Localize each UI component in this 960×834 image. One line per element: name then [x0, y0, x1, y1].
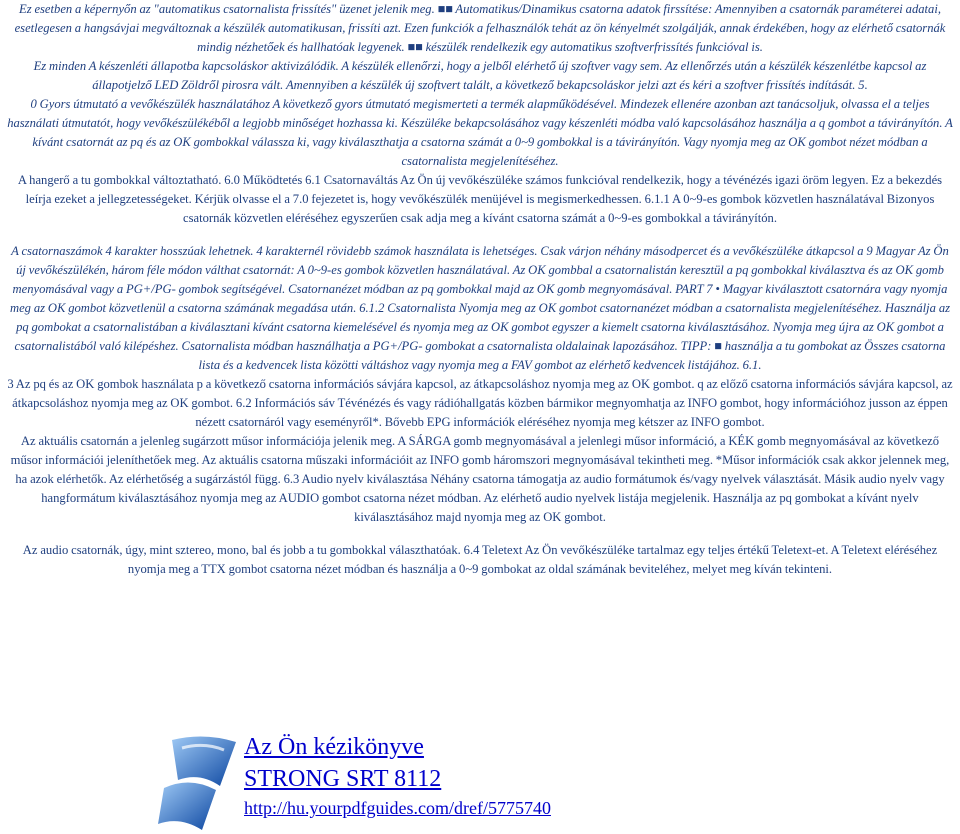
manual-logo-icon [154, 730, 244, 834]
paragraph: 3 Az pq és az OK gombok használata p a következő csatorna információs sávjára kapcsol, az átkapcsoláshoz nyomja meg az OK gombot. q az előző csatorna információs sávjára kapcsol, az átkapcsoláshoz nyomja meg az OK gombot. 6.2 Információs sáv Tévénézés és vagy rádióhallgatás közben bármikor megnyomhatja az INFO gombot, hogy információhoz jusson az éppen nézett csatornáról vagy eseményről*. Bővebb EPG információk eléréséhez nyomja meg kétszer az INFO gombot. [7, 377, 953, 429]
paragraph: A hangerő a tu gombokkal változtatható. 6.0 Működtetés 6.1 Csatornaváltás Az Ön új vevőkészüléke számos funkcióval rendelkezik, hogy a tévénézés igazi öröm legyen. Ez a bekezdés leírja ezeket a jellegzetességeket. Kérjük olvasse el a 7.0 fejezetet is, hogy vevőkészülék menüjével is megismerkedhessen. 6.1.1 A 0~9-es gombok közvetlen használatával Bizonyos csatornák közvetlen eléréséhez egyszerűen csak adja meg a kívánt csatorna számát a 0~9-es gombokkal a távirányítón. [17, 173, 943, 225]
product-name-link[interactable]: STRONG SRT 8112 [244, 766, 442, 792]
paragraph: Ez esetben a képernyőn az "automatikus csatornalista frissítés" üzenet jelenik meg. ■■ Automatikus/Dinamikus csatorna adatok firssítése: Amennyiben a csatornák paraméterei adatai, esetlegesen a hangsávjai megváltoznak a készülék automatikusan, frissíti azt. Ezen funkciók a felhasználók tehát az ön kényelmét szolgálják, annak érdekében, hogy az elérhető csatornák mindig nézhetőek és hallhatóak legyenek. ■■ készülék rendelkezik egy automatikus szoftverfrissítés funkcióval is. [14, 2, 946, 54]
manual-title-link[interactable]: Az Ön kézikönyve [244, 734, 424, 760]
paragraph: Az audio csatornák, úgy, mint sztereo, mono, bal és jobb a tu gombokkal választhatóak. 6.4 Teletext Az Ön vevőkészüléke tartalmaz egy teljes értékű Teletext-et. A Teletext eléréséhez nyomja meg a TTX gombot csatorna nézet módban és használja a 0~9 gombokat az oldal számának beviteléhez, melyet meg kíván tekinteni. [22, 543, 938, 576]
paragraph: A csatornaszámok 4 karakter hosszúak lehetnek. 4 karakternél rövidebb számok használata is lehetséges. Csak várjon néhány másodpercet és a vevőkészüléke átkapcsol a 9 Magyar Az Ön új vevőkészülékén, három féle módon válthat csatornát: A 0~9-es gombok közvetlen használatával. Az OK gombbal a csatornalistán keresztül a pq gombokkal kiválasztva és az OK gomb menyomásával vagy a PG+/PG- gombok segítségével. Csatornanézet módban az pq gombokkal majd az OK gomb megnyomásával. PART 7 • Magyar kiválasztott csatornára vagy nyomja meg az OK gombot közvetlenül a csatorna számának megadása után. 6.1.2 Csatornalista Nyomja meg az OK gombot csatornanézet módban a csatornalista megjelenítéséhez. Használja az pq gombokat a csatornalistában a kiválasztani kívánt csatorna kiemelésével és nyomja meg az OK gombot egyszer a kiemelt csatorna kiválasztásához. Nyomja meg újra az OK gombot a csatornalistából való kilépéshez. Csatornalista módban használhatja a PG+/PG- gombokat a csatornalista oldalainak lapozásához. TIPP: ■ használja a tu gombokat az Összes csatorna lista és a kedvencek lista közötti váltáshoz vagy nyomja meg a FAV gombot az elérhető kedvencek listájához. 6.1. [9, 244, 951, 372]
paragraph-gap [0, 228, 960, 242]
paragraph: Az aktuális csatornán a jelenleg sugárzott műsor információja jelenik meg. A SÁRGA gomb megnyomásával a jelenlegi műsor információ, a KÉK gomb megnyomásával az következő műsor információi jeleníthetőek meg. Az aktuális csatorna műszaki információit az INFO gomb háromszori megnyomásával tekintheti meg. *Műsor információk csak akkor jelennek meg, ha azok elérhetők. Az elérhetőség a sugárzástól függ. 6.3 Audio nyelv kiválasztása Néhány csatorna támogatja az audio formátumok és/vagy nyelvek választását. Másik audio nyelv vagy hangformátum kiválasztásához nyomja meg az AUDIO gombot csatorna nézet módban. Az elérhető audio nyelvek listája megjelenik. Használja az pq gombokat a kívánt nyelv kiválasztásához majd nyomja meg az OK gombot. [10, 434, 950, 524]
paragraph-gap [0, 527, 960, 541]
paragraph: 0 Gyors útmutató a vevőkészülék használatához A következő gyors útmutató megismerteti a termék alapműködésével. Mindezek ellenére azonban azt tanácsoljuk, olvassa el a teljes használati útmutatót, hogy vevőkészülékéből a legjobb minőséget hozhassa ki. Készüléke bekapcsolásához vagy készenléti módba való kapcsolásához használja a q gombot a távirányítón. A kívánt csatornát az pq és az OK gombokkal válassza ki, vagy kiválaszthatja a csatorna számát a 0~9 gombokkal is a távirányítón. Vagy nyomja meg az OK gombot nézet módban a csatornalista megjelenítéséhez. [7, 97, 953, 168]
paragraph: Ez minden A készenléti állapotba kapcsoláskor aktivizálódik. A készülék ellenőrzi, hogy a jelből elérhető új szoftver vagy sem. Az ellenőrzés után a készülék készenlétbe kapcsol az állapotjelző LED Zöldről pirosra vált. Amennyiben a készülék új szoftvert talált, a következő bekapcsoláskor jelzi azt és kéri a szoftver frissítés indítását. 5. [33, 59, 927, 92]
footer-link-block [154, 730, 654, 834]
manual-url-link[interactable]: http://hu.yourpdfguides.com/dref/5775740 [244, 798, 551, 818]
